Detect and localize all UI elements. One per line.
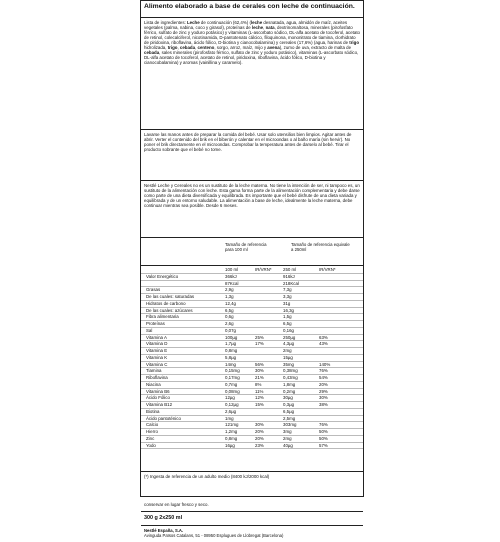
nutrient-value: 2,5mg [283, 415, 296, 421]
important-notice: Nestlé Leche y Cereales no es un sustituto de la leche materna. No tiene la intención de ser, ni tampoco es, un sustituto de la alimentación con leche. Esta gama forma parte de la alimentación complementaria y debe darse como parte de una dieta diversificada y equilibrada. Es importante que el bebé disfrute de una dieta variada y equilibrada y de un entorno saludable. La alimentación a base de leche, idealmente la leche materna, debe continuar mientras sea posible. Desde 6 meses. [141, 181, 363, 238]
nutrient-value: 63% [319, 334, 328, 340]
reference-footnote: (*) Ingesta de referencia de un adulto medio (8400 kJ/2000 kcal) [144, 474, 270, 479]
nutrient-value: 3,3g [283, 294, 292, 299]
nutrition-row [141, 341, 363, 348]
nutrient-value: 1,3g [225, 294, 234, 299]
nutrition-row [141, 429, 363, 436]
nutrient-name: Fibra alimentaria [146, 314, 179, 320]
nutrient-value: 6,5µg [283, 408, 295, 414]
nutrient-value: 14mg [225, 361, 236, 367]
nutrient-value: 16µg [225, 442, 235, 448]
nutrition-rows [141, 267, 363, 449]
nutrition-row [141, 301, 363, 308]
company-info [141, 526, 363, 542]
nutrient-value: 31g [283, 300, 291, 306]
nutrient-value: 100 ml [225, 267, 239, 272]
nutrient-value: 15µg [283, 354, 293, 360]
nutrient-value: 140% [319, 361, 331, 367]
nutrient-name: Vitamina D [146, 341, 168, 347]
nutrient-value: 57% [319, 442, 328, 448]
nutrient-value: 250 ml [283, 267, 297, 272]
nutrient-name: Sal [146, 327, 153, 333]
ingredients-list: Lista de ingredientes: Leche de continuación (62,4%) (leche desnatada, agua, almidón de maíz, aceites vegetales (palma, nabina, coco y girasol), proteínas de leche, nata, dextrinomaltosa, minerales (pirofosfato férrico, sulfato de zinc y yoduro potásico) y vitaminas (L-ascorbato sódico, DL-alfa acetato de tocoferol, acetato de retinol, colecalciferol, nicotinamida, D-pantotenato cálcico, filoquinona, mononitrato de tiamina, clorhidrato de piridoxina, riboflavina, ácido fólico, D-biotina y cianocobalamina) y cereales (17,6%) (agua, harinas de trigo hidrolizada, trigo, cebada, centeno, sorgo, arroz, maíz, mijo y avena), zumo de uva, extracto de malta de cebada, sales minerales (pirofosfato férrico, sulfato de zinc y yoduro potásico), vitaminas (L-ascorbato sódico, DL-alfa acetato de tocoferol, acetato de retinol, piridoxina, riboflavina, ácido fólico, D-biotina y cianocobalamina) y aromas (vainillina y caramelo). [141, 18, 363, 130]
nutrient-value: 30% [255, 422, 264, 428]
nutrient-value: 1,8mg [283, 381, 296, 387]
nutrient-value: 5,8µg [225, 354, 237, 360]
nutrient-value: 2mg [283, 348, 292, 353]
nutrient-value: 30% [319, 395, 328, 401]
nutrition-row [141, 389, 363, 396]
nutrition-row [141, 294, 363, 301]
nutrient-value: 4,3µg [283, 341, 295, 347]
storage-instructions: conservar en lugar fresco y seco. [141, 500, 363, 512]
nutrient-value: 30% [255, 368, 264, 374]
nutrient-value: 2,6g [225, 321, 234, 326]
header-100ml: Tamaño de referencia para 100 ml [225, 242, 267, 252]
nutrition-row [141, 362, 363, 369]
nutrient-value: 76% [319, 368, 328, 374]
nutrient-value: 16,3g [283, 307, 294, 313]
nutrition-row [141, 348, 363, 355]
company-address: Avinguda Països Catalans, 51 - 08950 Esplugues de Llobregat (Barcelona) [144, 533, 284, 539]
nutrient-value: 0,15mg [225, 368, 240, 374]
nutrient-value: 56% [255, 361, 264, 367]
nutrient-name: Biotina [146, 408, 160, 414]
nutrition-row [141, 402, 363, 409]
nutrient-name: Ácido pantoténico [146, 415, 181, 421]
nutrient-value: 50% [319, 429, 328, 434]
nutrition-row [141, 314, 363, 321]
nutrient-value: 0,2mg [283, 388, 296, 394]
nutrient-value: 366kJ [225, 273, 237, 279]
nutrition-row [141, 443, 363, 450]
nutrient-value: 250µg [283, 334, 296, 340]
header-250ml: Tamaño de referencia equivale a 250ml [291, 242, 350, 252]
nutrient-value: 50% [319, 435, 328, 441]
nutrition-row [141, 335, 363, 342]
nutrient-value: IR/VRN* [255, 267, 272, 272]
nutrient-value: 12,4g [225, 300, 236, 306]
nutrient-value: 0,16g [283, 327, 294, 333]
nutrition-row [141, 355, 363, 362]
preparation-instructions: Lavarse las manos antes de preparar la comida del bebé. Usar solo utensilios bien limpios. Agitar antes de abrir. Verter el contenido del brik en el biberón y calentar en el microondas o al baño maría (sin hervir). No poner el brik directamente en el microondas. Comprobar la temperatura antes de darselo al bebé. Tirar el producto sobrante que el bebé no tome. [141, 130, 363, 181]
nutrient-value: 20% [255, 435, 264, 441]
product-label [140, 0, 364, 539]
nutrition-row [141, 274, 363, 281]
nutrient-value: 87Kcal [225, 280, 239, 286]
nutrient-value: 30µg [283, 395, 293, 401]
nutrition-row [141, 422, 363, 429]
nutrient-value: 2mg [283, 435, 292, 441]
nutrient-value: 0,6g [225, 314, 234, 320]
nutrient-value: 0,07g [225, 327, 236, 333]
nutrient-value: 25% [255, 334, 264, 340]
nutrient-name: Valor Energético [146, 273, 179, 279]
product-title: Alimento elaborado a base de cerales con leche de continuación. [141, 1, 363, 18]
nutrient-value: 38% [319, 402, 328, 407]
nutrient-name: Grasas [146, 287, 161, 293]
nutrition-row [141, 287, 363, 294]
nutrition-row [141, 267, 363, 274]
nutrient-value: 12% [255, 395, 264, 401]
nutrient-value: 0,3µg [283, 402, 295, 407]
nutrition-row [141, 328, 363, 335]
nutrition-row [141, 321, 363, 328]
nutrient-value: 1mg [225, 415, 234, 421]
nutrition-row [141, 368, 363, 375]
nutrient-value: 6,5g [225, 307, 234, 313]
nutrient-name: Proteínas [146, 321, 165, 326]
nutrient-value: 20% [319, 381, 328, 387]
nutrient-name: Hidratos de carbono [146, 300, 186, 306]
nutrient-value: 0,43mg [283, 375, 298, 380]
nutrition-row [141, 409, 363, 416]
nutrient-value: 121mg [225, 422, 239, 428]
nutrient-value: 0,8mg [225, 435, 238, 441]
nutrition-table [141, 238, 363, 472]
nutrient-name: De las cuales: azúcares [146, 307, 193, 313]
nutrient-value: 20% [255, 429, 264, 434]
nutrient-value: 0,7mg [225, 381, 238, 387]
nutrient-name: Tiamina [146, 368, 162, 374]
nutrient-value: 21% [255, 375, 264, 380]
nutrient-value: 3mg [283, 429, 292, 434]
nutrient-value: 40µg [283, 442, 293, 448]
nutrient-value: 76% [319, 422, 328, 428]
nutrient-value: 1,2mg [225, 429, 238, 434]
nutrient-value: 0,8mg [225, 348, 238, 353]
nutrient-name: Calcio [146, 422, 159, 428]
nutrition-row [141, 281, 363, 288]
company-name: Nestlé España, S.A. [144, 528, 184, 533]
nutrient-value: 2,6µg [225, 408, 237, 414]
nutrient-name: De las cuales: saturadas [146, 294, 195, 299]
nutrient-value: 17% [255, 341, 264, 347]
nutrient-name: Riboflavina [146, 375, 168, 380]
nutrient-value: 8% [255, 381, 262, 387]
nutrient-name: Ácido Fólico [146, 395, 170, 401]
nutrient-value: 1,5g [283, 314, 292, 320]
nutrient-name: Vitamina K [146, 354, 168, 360]
nutrient-value: 0,17mg [225, 375, 240, 380]
nutrition-row [141, 395, 363, 402]
nutrient-value: 0,12µg [225, 402, 239, 407]
nutrient-value: 0,38mg [283, 368, 298, 374]
nutrient-name: Vitamina A [146, 334, 167, 340]
nutrient-value: 11% [255, 388, 264, 394]
nutrient-value: 23% [255, 442, 264, 448]
nutrient-value: 218Kcal [283, 280, 299, 286]
nutrient-value: 0,08mg [225, 388, 240, 394]
nutrient-value: 43% [319, 341, 328, 347]
nutrient-name: Vitamina E [146, 348, 168, 353]
nutrient-name: Vitamina B6 [146, 388, 170, 394]
nutrient-value: 12µg [225, 395, 235, 401]
nutrient-name: Yodo [146, 442, 156, 448]
nutrient-name: Vitamina C [146, 361, 168, 367]
nutrient-value: 7,3g [283, 287, 292, 293]
nutrient-value: 1,7µg [225, 341, 237, 347]
nutrient-value: 35mg [283, 361, 294, 367]
nutrient-value: IR/VRN* [319, 267, 336, 272]
nutrient-value: 6,5g [283, 321, 292, 326]
nutrition-row [141, 436, 363, 443]
nutrient-value: 15% [255, 402, 264, 407]
net-weight: 300 g 2x250 ml [141, 512, 363, 526]
nutrition-row [141, 308, 363, 315]
nutrition-row [141, 375, 363, 382]
nutrient-name: Niacina [146, 381, 161, 387]
nutrition-row [141, 416, 363, 423]
nutrition-row [141, 382, 363, 389]
nutrient-name: Zinc [146, 435, 155, 441]
nutrient-value: 916kJ [283, 273, 295, 279]
nutrient-value: 29% [319, 388, 328, 394]
nutrient-value: 100µg [225, 334, 238, 340]
nutrient-value: 303mg [283, 422, 297, 428]
nutrient-value: 54% [319, 375, 328, 380]
nutrient-name: Vitamina B12 [146, 402, 173, 407]
nutrient-name: Hierro [146, 429, 158, 434]
nutrient-value: 2,9g [225, 287, 234, 293]
